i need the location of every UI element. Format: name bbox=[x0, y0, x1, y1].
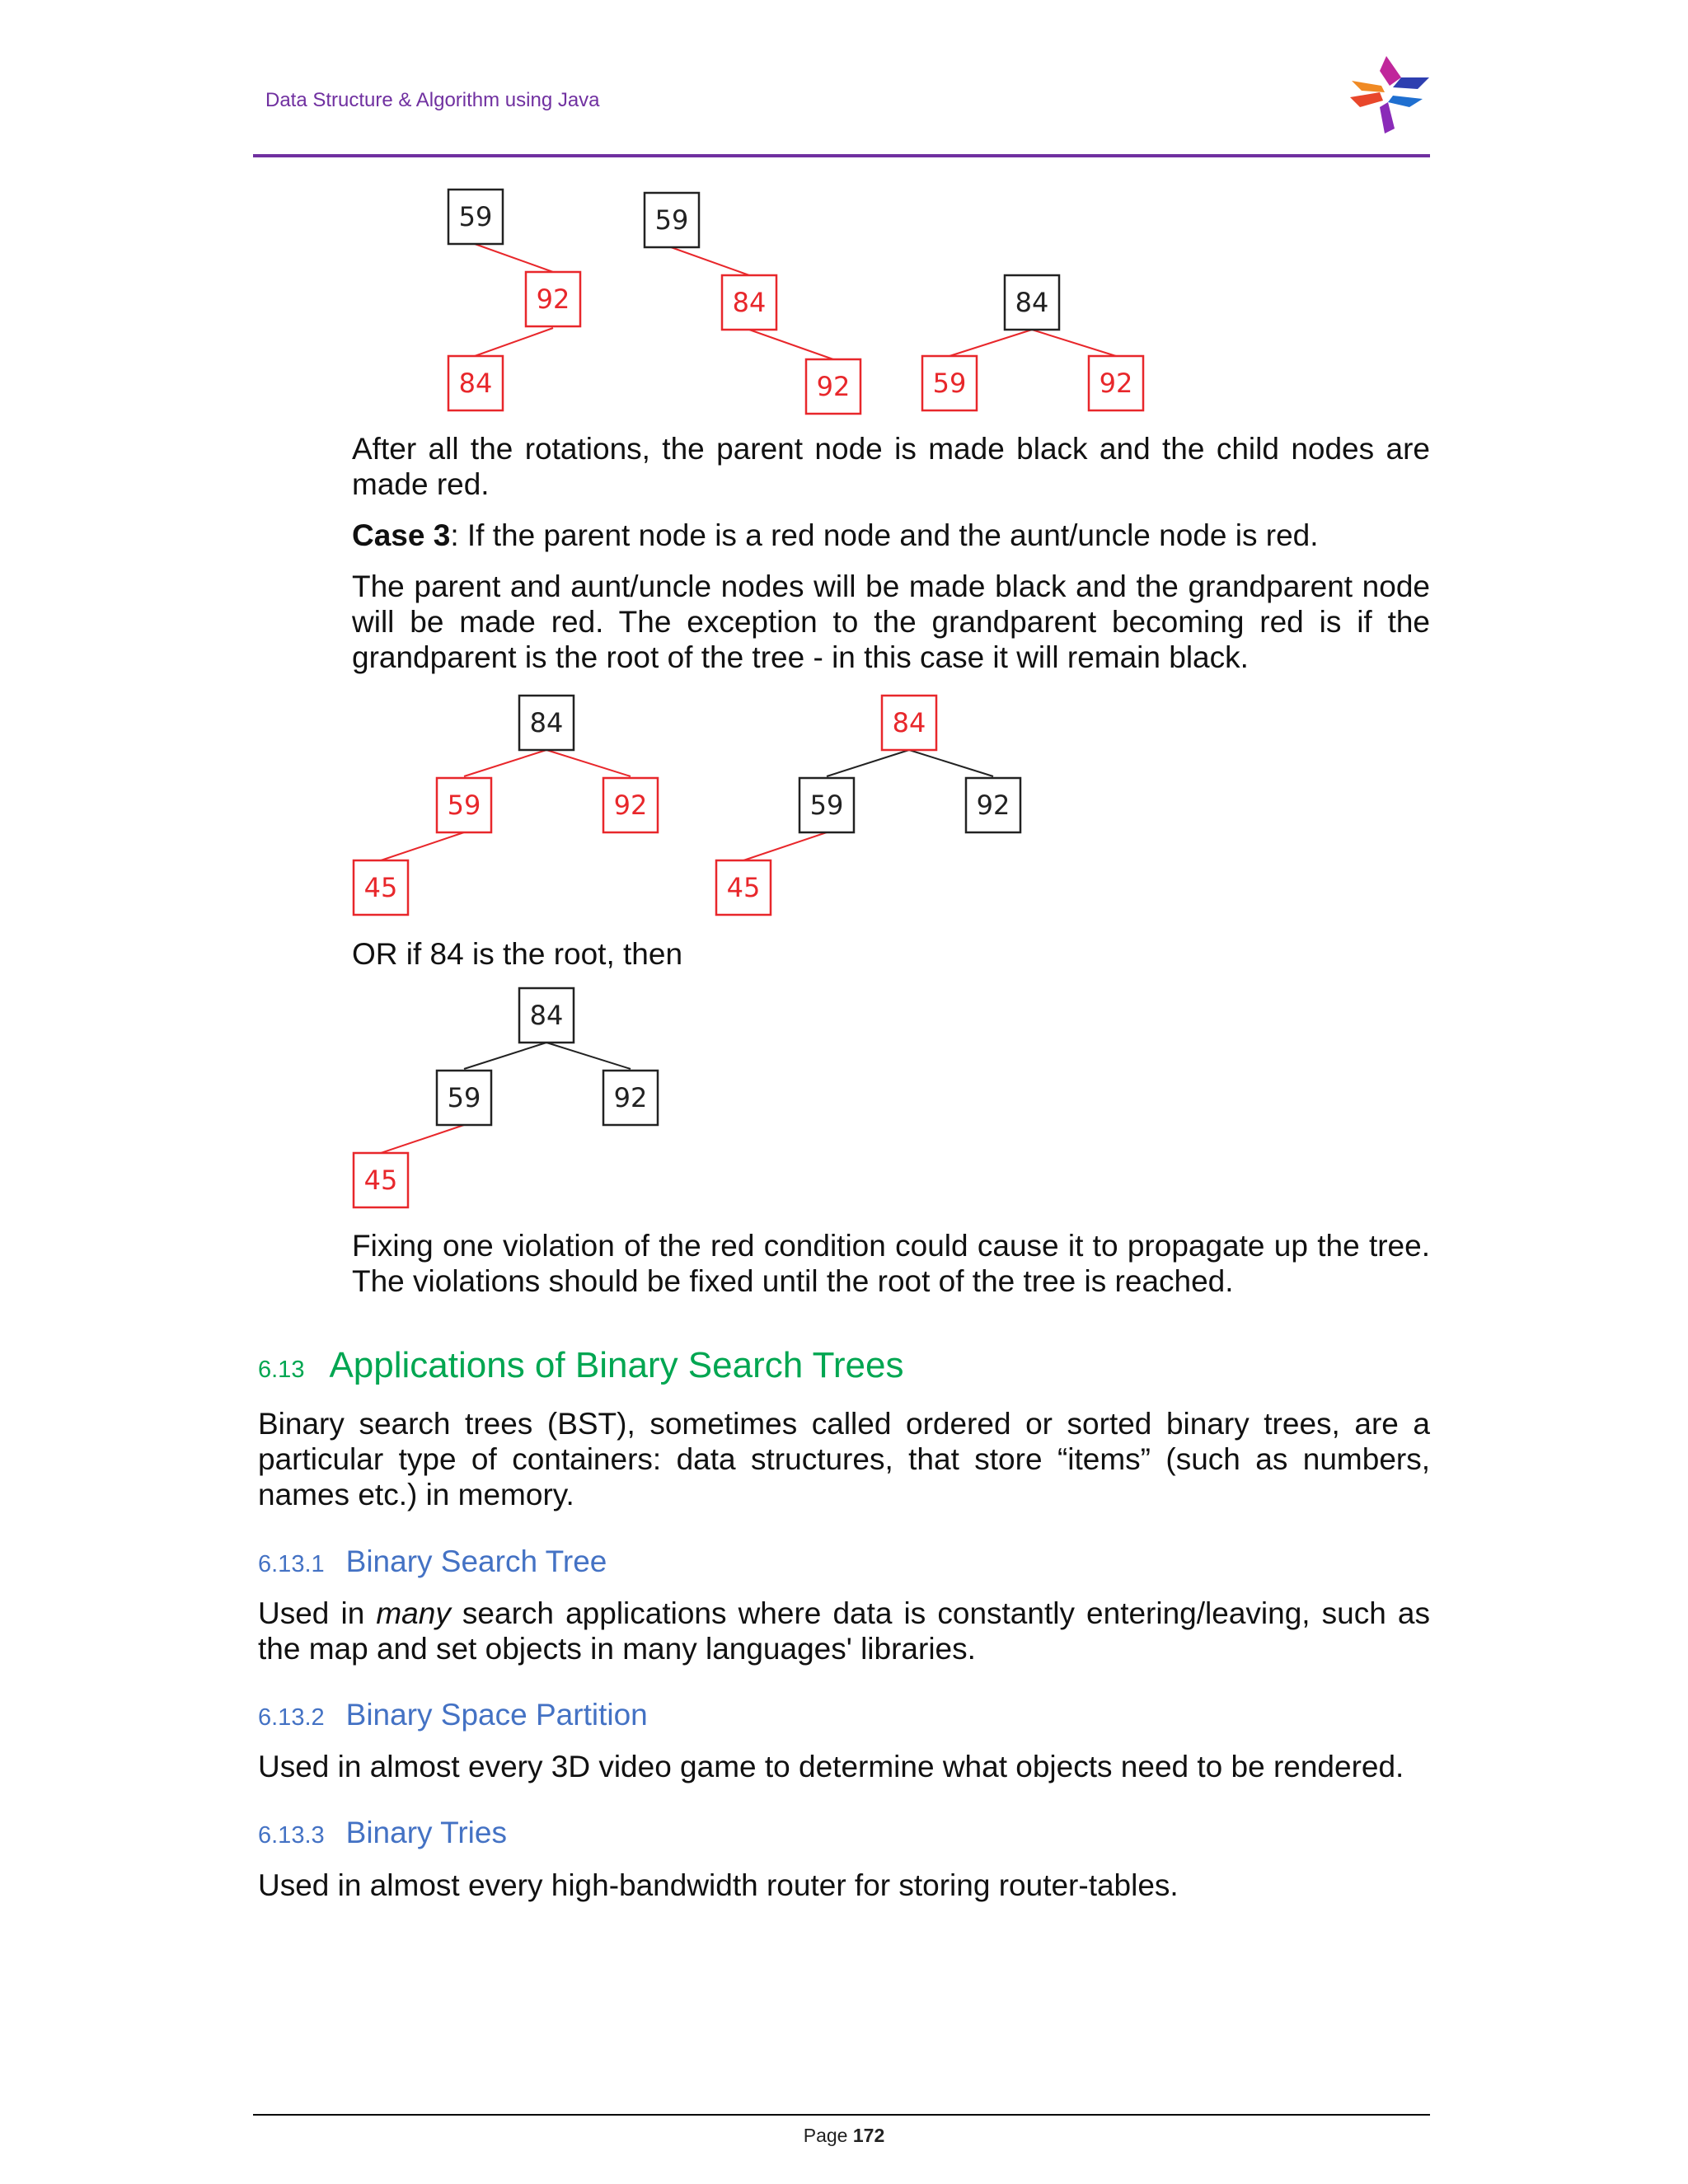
tree-node-value: 45 bbox=[726, 872, 761, 903]
tree-node-value: 92 bbox=[1099, 368, 1133, 399]
tree-edge bbox=[475, 244, 553, 272]
tree-edge bbox=[546, 1043, 631, 1069]
tree-edge bbox=[749, 330, 833, 359]
tree-node bbox=[882, 696, 936, 750]
logo-icon bbox=[1343, 53, 1436, 135]
paragraph-sub2: Used in almost every 3D video game to determine what objects need to be rendered. bbox=[258, 1750, 1404, 1783]
sub1-pre: Used in bbox=[258, 1596, 377, 1630]
tree-node bbox=[437, 1071, 491, 1125]
sub1-post: search applications where data is constantly entering/leaving, such as the map and set objects in many languages' libraries. bbox=[258, 1596, 1430, 1666]
subsection-number: 6.13.2 bbox=[258, 1704, 325, 1731]
tree-edge bbox=[381, 832, 464, 860]
paragraph-sub3: Used in almost every high-bandwidth router for storing router-tables. bbox=[258, 1868, 1179, 1902]
page-footer bbox=[0, 2125, 1688, 2147]
tree-node bbox=[1005, 275, 1059, 330]
tree-node-value: 45 bbox=[363, 1165, 398, 1196]
tree-node bbox=[354, 1153, 408, 1207]
section-title: Applications of Binary Search Trees bbox=[329, 1345, 904, 1385]
paragraph-bst: Binary search trees (BST), sometimes called ordered or sorted binary trees, are a particular type of containers: data structures, that store “items” (such as numbers, names etc.) in memory. bbox=[258, 1407, 1430, 1511]
section-number: 6.13 bbox=[258, 1357, 305, 1383]
paragraph-fixing: Fixing one violation of the red condition could cause it to propagate up the tree. The violations should be fixed until the root of the tree is reached. bbox=[352, 1229, 1430, 1298]
tree-node bbox=[645, 193, 699, 247]
tree-node-value: 84 bbox=[892, 707, 926, 738]
paragraph-rotations: After all the rotations, the parent node is made black and the child nodes are made red. bbox=[352, 432, 1430, 501]
tree-node bbox=[722, 275, 776, 330]
paragraph-or-root: OR if 84 is the root, then bbox=[352, 937, 683, 971]
tree-edge bbox=[827, 750, 909, 776]
tree-node-value: 84 bbox=[458, 368, 493, 399]
tree-node bbox=[922, 356, 977, 410]
tree-node bbox=[437, 778, 491, 832]
tree-node bbox=[354, 860, 408, 915]
tree-node-value: 59 bbox=[447, 1082, 481, 1113]
tree-node-value: 84 bbox=[1015, 287, 1049, 318]
page-number: 172 bbox=[852, 2125, 885, 2146]
section-heading bbox=[258, 1345, 903, 1386]
tree-node bbox=[519, 988, 574, 1043]
tree-node-value: 84 bbox=[529, 707, 564, 738]
tree-node-value: 59 bbox=[932, 368, 967, 399]
tree-rotation-step-2 bbox=[638, 190, 877, 420]
tree-node-value: 84 bbox=[732, 287, 767, 318]
tree-edge bbox=[381, 1125, 464, 1153]
subsection-number: 6.13.1 bbox=[258, 1551, 325, 1577]
tree-node-value: 45 bbox=[363, 872, 398, 903]
paragraph-sub1 bbox=[258, 1596, 1430, 1666]
subsection-heading-2 bbox=[258, 1698, 648, 1732]
header-title: Data Structure & Algorithm using Java bbox=[265, 89, 600, 111]
paragraph-case3 bbox=[352, 518, 1430, 553]
tree-case3-after bbox=[709, 691, 1039, 921]
tree-rotation-result bbox=[915, 270, 1154, 419]
tree-edge bbox=[546, 750, 631, 776]
tree-node-value: 92 bbox=[816, 371, 851, 402]
subsection-number: 6.13.3 bbox=[258, 1822, 325, 1849]
tree-node bbox=[1089, 356, 1143, 410]
tree-node-value: 84 bbox=[529, 1000, 564, 1031]
tree-node-value: 92 bbox=[976, 790, 1010, 821]
tree-node-value: 92 bbox=[613, 1082, 648, 1113]
subsection-heading-1 bbox=[258, 1544, 607, 1579]
tree-edge bbox=[464, 750, 546, 776]
tree-case3-before bbox=[346, 691, 676, 921]
tree-node bbox=[448, 356, 503, 410]
tree-node-value: 59 bbox=[458, 201, 493, 232]
tree-node bbox=[448, 190, 503, 244]
tree-node bbox=[526, 272, 580, 326]
tree-node bbox=[603, 1071, 658, 1125]
tree-node-value: 59 bbox=[809, 790, 844, 821]
tree-edge bbox=[743, 832, 827, 860]
tree-edge bbox=[671, 247, 749, 275]
tree-node bbox=[799, 778, 854, 832]
footer-rule bbox=[253, 2114, 1430, 2116]
tree-rotation-step-1 bbox=[442, 186, 598, 417]
tree-edge bbox=[475, 328, 553, 356]
tree-node bbox=[603, 778, 658, 832]
tree-node-value: 92 bbox=[613, 790, 648, 821]
tree-node-value: 59 bbox=[447, 790, 481, 821]
tree-edge bbox=[464, 1043, 546, 1069]
tree-node bbox=[519, 696, 574, 750]
tree-node-value: 92 bbox=[536, 284, 570, 315]
tree-node bbox=[806, 359, 860, 414]
paragraph-case3-detail: The parent and aunt/uncle nodes will be made black and the grandparent node will be made red. The exception to the grandparent becoming red is if the grandparent is the root of the tree - in this case it will remain black. bbox=[352, 569, 1430, 674]
page-label: Page bbox=[803, 2125, 848, 2146]
tree-case3-root bbox=[346, 983, 676, 1214]
tree-node-value: 59 bbox=[654, 204, 689, 236]
subsection-heading-3 bbox=[258, 1816, 507, 1850]
tree-edge bbox=[909, 750, 993, 776]
tree-edge bbox=[1032, 330, 1116, 356]
sub1-emphasis: many bbox=[376, 1596, 451, 1630]
subsection-title: Binary Tries bbox=[345, 1816, 507, 1849]
tree-edge bbox=[950, 330, 1032, 356]
header-rule bbox=[253, 154, 1430, 157]
case3-label: Case 3 bbox=[352, 518, 451, 552]
subsection-title: Binary Search Tree bbox=[345, 1544, 607, 1578]
tree-node bbox=[716, 860, 771, 915]
tree-node bbox=[966, 778, 1020, 832]
subsection-title: Binary Space Partition bbox=[345, 1698, 648, 1732]
case3-text: : If the parent node is a red node and the aunt/uncle node is red. bbox=[450, 518, 1319, 552]
